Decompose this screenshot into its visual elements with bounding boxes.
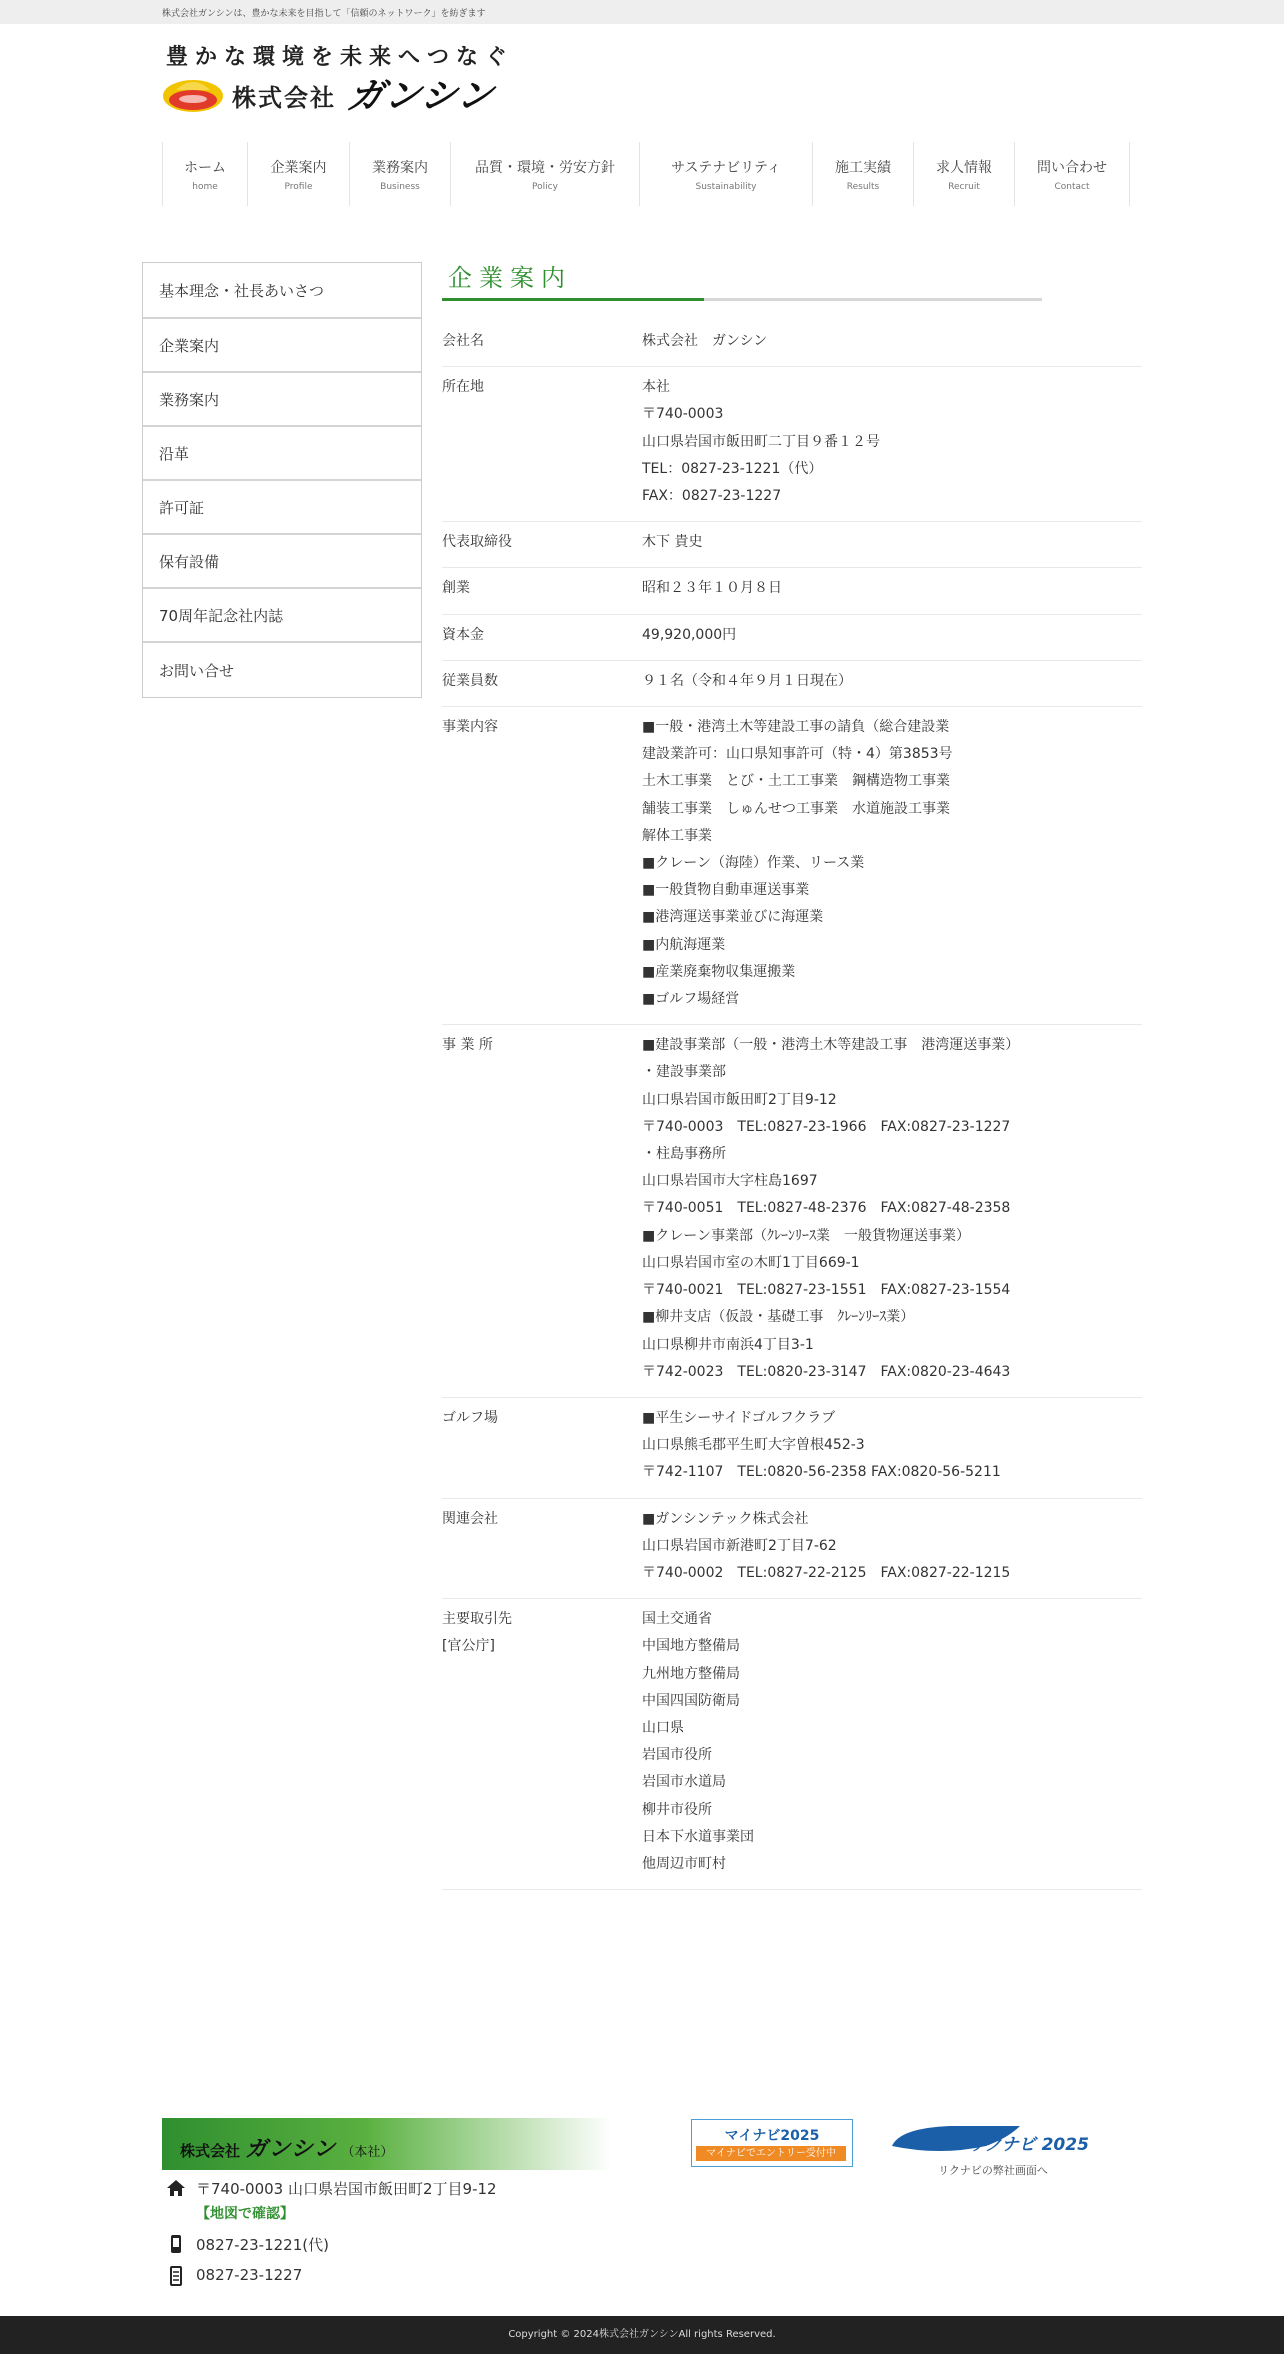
footer-fax-line	[166, 2266, 302, 2286]
rikunabi-logo: リクナビ 2025	[968, 2135, 1089, 2155]
map-link[interactable]: 【地図で確認】	[196, 2206, 294, 2222]
sidebar-item-70th-magazine[interactable]: 70周年記念社内誌	[143, 589, 421, 643]
info-row	[442, 522, 1142, 568]
info-row-value-line: 本社	[642, 379, 670, 396]
info-row-label	[442, 668, 642, 695]
footer-company-prefix: 株式会社	[180, 2142, 241, 2160]
info-row-value-line: ■産業廃棄物収集運搬業	[642, 963, 796, 980]
info-row	[442, 1398, 1142, 1499]
info-row-value-line: 〒740-0003	[642, 406, 724, 423]
info-row-value-line: 中国四国防衛局	[642, 1692, 740, 1709]
sidebar-menu	[142, 262, 422, 698]
info-row-label-line: 会社名	[442, 333, 484, 349]
info-row-value-line: ■一般貨物自動車運送事業	[642, 882, 810, 899]
nav-label: 求人情報	[936, 159, 992, 176]
nav-label: 問い合わせ	[1037, 159, 1107, 176]
footer-honsha: （本社）	[341, 2145, 394, 2160]
footer-tel-line	[166, 2234, 329, 2255]
info-row-value-line: 国土交通省	[642, 1611, 712, 1628]
info-row	[442, 321, 1142, 367]
sidebar-item-philosophy[interactable]: 基本理念・社長あいさつ	[143, 263, 421, 319]
info-row-value	[642, 529, 1142, 556]
sidebar-item-history[interactable]: 沿革	[143, 427, 421, 481]
info-row	[442, 661, 1142, 707]
info-row-value	[642, 668, 1142, 695]
info-row-value-line: 〒740-0002 TEL:0827-22-2125 FAX:0827-22-1215	[642, 1564, 1011, 1581]
logo-tagline: 豊かな環境を未来へつなぐ	[166, 45, 515, 70]
top-announcement-bar	[0, 0, 1284, 24]
sidebar-item-business[interactable]: 業務案内	[143, 373, 421, 427]
footer-company-banner	[162, 2118, 612, 2170]
nav-sublabel: home	[192, 181, 218, 192]
info-row-value-line: ・建設事業部	[642, 1064, 726, 1081]
info-row	[442, 1499, 1142, 1600]
info-row-value-line: 他周辺市町村	[642, 1855, 726, 1872]
nav-sublabel: Business	[380, 181, 420, 192]
info-row-value-line: 建設業許可：山口県知事許可（特・4）第3853号	[642, 746, 953, 763]
logo-mark-icon	[162, 70, 224, 114]
info-row-value	[642, 374, 1142, 510]
info-row-value-line: ■クレーン事業部（ｸﾚｰﾝﾘｰｽ業 一般貨物運送事業）	[642, 1227, 970, 1244]
nav-sustainability[interactable]	[640, 142, 813, 206]
copyright-bar	[0, 2316, 1284, 2354]
info-row-value-line: 山口県熊毛郡平生町大字曽根452-3	[642, 1437, 865, 1454]
info-row-label	[442, 714, 642, 1013]
info-row-value-line: 柳井市役所	[642, 1801, 712, 1818]
info-row-label-line: 従業員数	[442, 672, 498, 689]
site-logo[interactable]	[162, 40, 542, 116]
nav-profile[interactable]	[248, 142, 350, 206]
mynavi-banner[interactable]	[691, 2119, 853, 2167]
info-row-value-line: 九州地方整備局	[642, 1665, 740, 1682]
footer-brand: ガンシン	[245, 2137, 337, 2162]
info-row-value-line: 中国地方整備局	[642, 1638, 740, 1655]
info-row-value-line: 解体工事業	[642, 827, 712, 844]
main-content	[442, 262, 1142, 1890]
nav-sublabel: Recruit	[948, 181, 980, 192]
nav-label: サステナビリティ	[671, 159, 781, 176]
info-row-value	[642, 1032, 1142, 1386]
info-row-value-line: 土木工事業 とび・土工工事業 鋼構造物工事業	[642, 773, 950, 790]
info-row-value-line: 山口県岩国市大字柱島1697	[642, 1173, 818, 1190]
nav-business[interactable]	[350, 142, 451, 206]
info-row-value	[642, 328, 1142, 355]
info-row	[442, 707, 1142, 1025]
nav-home[interactable]	[163, 142, 248, 206]
info-row-value-line: 岩国市役所	[642, 1747, 712, 1764]
info-row-value-line: 山口県柳井市南浜4丁目3-1	[642, 1336, 814, 1353]
nav-recruit[interactable]	[914, 142, 1015, 206]
top-announcement-text: 株式会社ガンシンは、豊かな未来を目指して「信頼のネットワーク」を紡ぎます	[162, 9, 486, 19]
info-row-value-line: ９１名（令和４年９月１日現在）	[642, 672, 852, 689]
info-row-value	[642, 1606, 1142, 1878]
info-row	[442, 615, 1142, 661]
info-row-value-line: FAX：0827-23-1227	[642, 488, 782, 505]
info-row-value-line: 〒742-0023 TEL:0820-23-3147 FAX:0820-23-4643	[642, 1363, 1011, 1380]
info-row-label-line: 主要取引先	[442, 1611, 512, 1628]
info-row-value-line: 〒740-0051 TEL:0827-48-2376 FAX:0827-48-2358	[642, 1200, 1011, 1217]
nav-sublabel: Results	[846, 181, 880, 192]
nav-sublabel: Sustainability	[695, 181, 757, 192]
info-row-value-line: ■一般・港湾土木等建設工事の請負（総合建設業	[642, 719, 950, 736]
info-row-value-line: 山口県岩国市飯田町二丁目９番１２号	[642, 433, 880, 450]
page-title: 企業案内	[448, 264, 572, 292]
nav-contact[interactable]	[1015, 142, 1130, 206]
info-row-value-line: ・柱島事務所	[642, 1146, 726, 1163]
title-underline-accent	[442, 298, 704, 301]
rikunabi-caption: リクナビの弊社画面へ	[938, 2164, 1048, 2177]
info-row-label-line: 所在地	[442, 379, 484, 396]
footer-company-name	[180, 2132, 393, 2163]
info-row-value-line: 山口県岩国市新港町2丁目7-62	[642, 1537, 837, 1554]
nav-label: 企業案内	[270, 159, 327, 176]
info-row-value-line: 49,920,000円	[642, 626, 737, 643]
info-row-label-line: 資本金	[442, 626, 484, 643]
sidebar-item-profile[interactable]: 企業案内	[143, 319, 421, 373]
nav-sublabel: Policy	[532, 181, 558, 192]
fax-icon	[166, 2266, 186, 2286]
home-icon	[166, 2178, 186, 2198]
info-row-value-line: 舗装工事業 しゅんせつ工事業 水道施設工事業	[642, 800, 950, 817]
nav-label: 業務案内	[372, 159, 428, 176]
info-row	[442, 367, 1142, 522]
sidebar-item-licenses[interactable]: 許可証	[143, 481, 421, 535]
nav-results[interactable]	[813, 142, 914, 206]
footer-tel: 0827-23-1221(代)	[196, 2236, 329, 2254]
footer-fax: 0827-23-1227	[196, 2266, 303, 2284]
info-row	[442, 1025, 1142, 1398]
info-row-label	[442, 1506, 642, 1588]
info-row-value-line: 日本下水道事業団	[642, 1828, 754, 1845]
info-row-label	[442, 575, 642, 602]
info-row-label-line: 関連会社	[442, 1510, 498, 1527]
rikunabi-banner[interactable]	[890, 2124, 1096, 2177]
mynavi-logo: マイナビ2025	[724, 2128, 820, 2144]
info-row-value-line: ■平生シーサイドゴルフクラブ	[642, 1409, 836, 1426]
info-row-label-line: 創業	[442, 580, 470, 597]
info-row-value-line: ■ガンシンテック株式会社	[642, 1510, 809, 1527]
logo-brand: ガンシン	[344, 76, 497, 117]
phone-icon	[166, 2234, 186, 2254]
nav-sublabel: Contact	[1054, 181, 1090, 192]
main-nav	[162, 142, 1130, 206]
info-row-label	[442, 328, 642, 355]
info-row-value-line: ■クレーン（海陸）作業、リース業	[642, 855, 865, 872]
company-info-table	[442, 321, 1142, 1890]
info-row-value	[642, 714, 1142, 1013]
info-row-value-line: 昭和２３年１０月８日	[642, 580, 782, 597]
sidebar-item-inquiry[interactable]: お問い合せ	[159, 661, 235, 680]
info-row-value	[642, 622, 1142, 649]
info-row-value-line: ■建設事業部（一般・港湾土木等建設工事 港湾運送事業）	[642, 1037, 1020, 1054]
info-row-value-line: ■柳井支店（仮設・基礎工事 ｸﾚｰﾝﾘｰｽ業）	[642, 1309, 915, 1326]
sidebar-item-equipment[interactable]: 保有設備	[143, 535, 421, 589]
nav-sublabel: Profile	[284, 181, 313, 192]
info-row-value-line: 山口県岩国市室の木町1丁目669-1	[642, 1254, 860, 1271]
info-row-label-line: 事 業 所	[442, 1037, 493, 1054]
copyright-text: Copyright © 2024株式会社ガンシンAll rights Reserved.	[508, 2329, 776, 2340]
info-row-label	[442, 529, 642, 556]
info-row	[442, 1599, 1142, 1890]
info-row-label	[442, 1405, 642, 1487]
info-row-value-line: ■ゴルフ場経営	[642, 991, 740, 1008]
info-row-value-line: 〒742-1107 TEL:0820-56-2358 FAX:0820-56-5211	[642, 1464, 1001, 1481]
info-row-label	[442, 374, 642, 510]
footer-address: 〒740-0003 山口県岩国市飯田町2丁目9-12	[196, 2180, 497, 2198]
info-row-value-line: 株式会社 ガンシン	[642, 333, 768, 349]
info-row	[442, 568, 1142, 614]
nav-policy[interactable]	[451, 142, 640, 206]
info-row-value-line: ■内航海運業	[642, 936, 726, 953]
info-row-label	[442, 1032, 642, 1386]
info-row-value-line: 〒740-0021 TEL:0827-23-1551 FAX:0827-23-1554	[642, 1282, 1011, 1299]
info-row-value-line: 木下 貴史	[642, 534, 703, 551]
title-underline	[442, 298, 1042, 301]
info-row-label-line: [官公庁]	[442, 1638, 495, 1655]
nav-label: 施工実績	[835, 159, 891, 176]
info-row-value-line: 山口県	[642, 1719, 684, 1736]
footer-address-line	[166, 2178, 497, 2223]
info-row-label-line: 事業内容	[442, 719, 498, 736]
info-row-label-line: ゴルフ場	[442, 1409, 498, 1426]
info-row-value-line: 〒740-0003 TEL:0827-23-1966 FAX:0827-23-1227	[642, 1118, 1011, 1135]
info-row-value-line: 岩国市水道局	[642, 1774, 726, 1791]
info-row-value	[642, 1506, 1142, 1588]
info-row-value	[642, 575, 1142, 602]
info-row-label	[442, 622, 642, 649]
info-row-value-line: ■港湾運送事業並びに海運業	[642, 909, 824, 926]
nav-label: ホーム	[184, 159, 226, 176]
info-row-value-line: TEL：0827-23-1221（代）	[642, 460, 823, 477]
nav-label: 品質・環境・労安方針	[475, 159, 615, 176]
info-row-label	[442, 1606, 642, 1878]
logo-company: 株式会社	[232, 84, 336, 112]
info-row-value-line: 山口県岩国市飯田町2丁目9-12	[642, 1091, 837, 1108]
mynavi-entry-bar: マイナビでエントリー受付中	[696, 2146, 846, 2161]
info-row-value	[642, 1405, 1142, 1487]
info-row-label-line: 代表取締役	[442, 534, 512, 551]
